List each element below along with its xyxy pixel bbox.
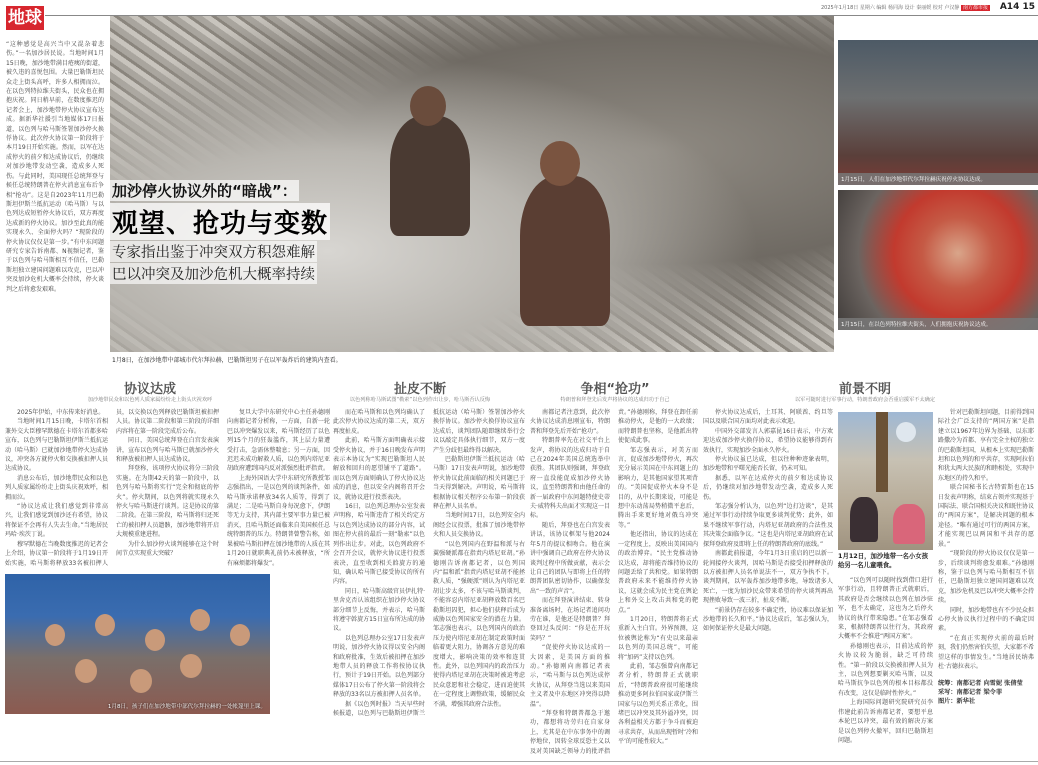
paragraph: 特朗普率先在社交平台上发声，将协议的达成归功于自己在2024年美国总统选举中获胜。其团队则强调，拜登政府一直没能促成加沙停火协议，直至特朗普和由他任命的新一届政府中东问题特使史蒂夫·威特科夫出面才实现这一目标。 (530, 437, 610, 520)
paragraph: 邹志强表示，对美方而言，促成加沙地带停火，再次充分展示美国在中东问题上的影响力，是其他国家望其项背的。“美国促成停火本身不是目的，从中长期来说，可能是想中东动荡局势稍微平息后，腾出手来更好地对俄乌冲突等。” (618, 446, 698, 529)
paragraph: 拜登称，该项停火协议将分三阶段实施。在为期42天的第一阶段中，以色列与哈马斯将实行“完全和彻底的停火”。停火期间，以色列将就实现永久停火与哈马斯进行谈判。这是协议的第二阶段。在第三阶段，哈马斯将归还死亡的被扣押人员遗骸，加沙地带将开启大规模重建进程。 (116, 465, 219, 539)
headline-subtitle-1: 专家指出鉴于冲突双方积怨难解 (110, 241, 317, 262)
paragraph: 同时，加沙地带也有不少民众担心停火协议执行过程中的不确定因素。 (938, 606, 1035, 633)
paragraph: 同日，哈马斯高级官员伊扎特·里舍克否认该组织在加沙停火协议部分细节上反悔，并表示，哈马斯将遵守斡旋方15日宣布所达成的协议。 (333, 587, 425, 633)
paragraph: 巴勒斯坦伊斯兰抵抗运动（哈马斯）17日发表声明说，加沙地带停火协议此前面临的相关问题已于当天得到解决。声明说，哈马斯将根据协议相关程序公布第一阶段获释在押人员名单。 (433, 456, 525, 511)
paragraph: 以色列总理办公室17日发表声明说，加沙停火协议得以安全内阁和政府批准，生效后被扣押在加沙地带人员的释放工作将按协议执行，预计于19日开始。以色列部分媒体17日公布了停火第一阶段将会释放的33名以方被扣押人员名单。 (333, 634, 425, 699)
section-4-middle (838, 412, 933, 745)
section-body-4a (703, 408, 833, 634)
paragraph: 上海国际问题研究院研究员李伟建此前告诉南都记者，要想平息本轮巴以冲突，最有效的解决方案是以色列停火撤军，回归巴勒斯坦问题。 (838, 699, 933, 744)
paragraph: 而在拜登演讲结束、转身准备离场时，在场记者追问功劳在谁，是他还是特朗普？拜登回过头反问：“你是在开玩笑吗？” (530, 597, 610, 642)
child-head (180, 654, 202, 678)
classroom-photo (5, 574, 270, 714)
child-head (75, 659, 97, 683)
paragraph: “现阶段的停火协议仅仅是第一步，后续谈判将愈发艰难。”孙德刚称，鉴于以色列与哈马斯相互不信任，巴勒斯坦独立建国问题难以攻克，加沙危机及巴以冲突大概率会持续。 (938, 550, 1035, 605)
section-title: 协议达成 (123, 382, 176, 397)
paragraph: 当地时间1月15日晚，卡塔尔首相兼外交大臣穆罕默德在卡塔尔首都多哈宣布，以色列与巴勒斯坦伊斯兰抵抗运动（哈马斯）已就加沙地带停火达成协议，冲突各方就停火和交换被扣押人员达成协议。 (5, 418, 108, 473)
child-head (145, 629, 165, 651)
paragraph: 此前，邹志强曾向南都记者分析，特朗普正式就职后，“特朗普政府很可能继续推动更多阿拉伯国家或伊斯兰国家与以色列关系正常化，围堵巴以冲突及其外溢冲突，因各利益相关方都于争斗而被迫寻求共存，从而出现暂时‘冷和平’的可能性较大。” (618, 662, 698, 746)
child-head (130, 669, 152, 693)
section-1 (5, 408, 330, 714)
children-photo (838, 412, 933, 550)
section-title: 前景不明 (838, 382, 891, 397)
header-info (821, 4, 990, 11)
section-4-right (938, 408, 1034, 706)
section-subtitle: 以军可随时进行军事行动，特朗普政府会否重启援军不太确定 (794, 397, 936, 403)
paragraph: 停火协议达成后，土耳其、阿联酋、约旦等国以及联合国方面均对此表示欢迎。 (703, 409, 833, 426)
headline-subtitle-2: 巴以冲突及加沙危机大概率持续 (110, 263, 317, 284)
child-figure (893, 504, 925, 544)
man-head-2 (540, 141, 580, 186)
paragraph: 消息公布后，加沙地带民众和以色列人质家属纷纷走上街头庆祝欢呼，相拥而泣。 (5, 474, 108, 501)
credit-line: 采写：南都记者 梁令菲 (938, 689, 1003, 697)
paragraph: 据《以色列时报》当天早些时候报道，以色列与巴勒斯坦伊斯兰抵抗运动（哈马斯）签署加沙停火换俘协议。加沙停火换俘协议宣布达成后，谈判团队随即继续举行会议以敲定具体执行细节，双方一度产生分歧但最终得以解决。 (333, 409, 525, 717)
paragraph: 南都此前报道，今年1月3日重启的巴以新一轮间接停火谈判，因哈马斯是否接受扣押释放的以方被扣押人员名单说法不一，双方争执不下。谈判期间，以军轰炸加沙地带多地，导致诸多人死亡，一度为加沙民众带来希望的停火谈判再出现挫败导致一波三折，扯皮不断。 (703, 550, 833, 605)
paragraph: “以色列可以随时找到借口进行军事行动，且特朗普正式就职后，其政府是否会继续以色列在加沙驻军，也不太确定，这也为之后停火协议的执行带来隐患。”在邹志强看来，根据特朗普以往行为，其政府大概率不会推进“两国方案”。 (838, 577, 933, 641)
section-header-3 (532, 382, 698, 404)
paragraph: 同日，美国总统拜登在白宫发表演讲，宣布以色列与哈马斯已就加沙停火和释放被扣押人员达成协议。 (116, 437, 219, 464)
section-body-2 (333, 408, 525, 718)
children-photo-caption: 1月12日，加沙地带一名小女孩给另一名儿童喂食。 (838, 552, 929, 569)
paragraph: 随后，拜登也在白宫发表讲话，该协议框架与他2024年5月的提议相吻合。他在演讲中强调自己政府在停火协议谈判过程中所做贡献，表示会让自己的团队与即将上任的特朗普团队密切协作，以确保发出“一致的声音”。 (530, 521, 610, 595)
paragraph: 针对巴勒斯坦问题，目前得到国际社会广泛支持的“两国方案”是指建立以1967年边界为基础、以东耶路撒冷为首都、享有完全主权的独立的巴勒斯坦国，从根本上实现巴勒斯坦和以色列的和平共存，实现阿拉伯和犹太两大民族的和睦相处，实现中东地区的持久和平。 (938, 409, 1035, 482)
paper-badge: 南方都市报 (962, 5, 988, 11)
paragraph: 复旦大学中东研究中心主任孙德刚向南都记者分析称，一方面，自新一轮巴以冲突爆发以来，哈马斯经历了以色列15个月的狂轰滥炸，其上层力量遭受打击，急需休整喘息；另一方面，因迟迟未成功解救人质，以色列内塔尼亚胡政府遭到国内反对派强烈批评指责。 (227, 409, 330, 473)
paragraph: 1月20日，特朗普将正式重新入主白宫。外界预测，这位被舆论称为“有史以来最亲以色列的美国总统”，可能将“加码”支持以色列。 (618, 615, 698, 661)
credits (938, 679, 1034, 706)
section-body-3 (530, 408, 698, 756)
paragraph: 16日，以色列总理办公室发表声明称，哈马斯违背了相关约定方与以色列达成协议的部分内容，试图在停火前的最后一刻“勒索”以色列作出让步。对此，以色列政府不会召开会议，就停火协议进行投票表决，直至收到相关斡旋方的通知，确认哈马斯已接受协议的所有内容。 (333, 503, 425, 586)
section-body-4c (938, 408, 1034, 671)
paragraph: “拜登和特朗普都急于邀功，都想将功劳归在自家身上，尤其是在中东事务中的调停地位，因转全球反恐主义以及对美国缺乏领导力的批评指责。”孙德刚称，拜登在卸任前推动停火，是他的一大政绩；而特朗普也坚称，是他派出特使促成此事。 (530, 409, 698, 755)
paragraph: “在真正实现停火前的最后时刻，我们仍然害怕失望，大家都不希望这样的事情发生。”当地居民纳弗杜·古德拉表示。 (938, 634, 1035, 670)
classroom-photo-caption: 1月8日，孩子们在加沙地带中部代尔拜拉赫的一处帐篷里上课。 (107, 703, 266, 710)
paragraph: “促使停火协议达成的一大因素，是美国方面的推动。”孙德刚向南都记者表示，“哈马斯与以色列达成停火协议，从拜登当选以来美国主义者及中东地区冲突得以降温”。 (530, 644, 610, 708)
page-number: A14 15 (999, 2, 1035, 12)
section-body-1 (5, 408, 330, 568)
edition-info: 2025年1月18日 星期六 编辑 杨同海 设计 秦丽媛 校对 卢汉静 (820, 5, 960, 11)
paragraph: 据悉，以军在达成停火的前夕和达成协议后，仍继续对加沙地带发动空袭，造成多人死伤。 (703, 474, 833, 501)
paragraph: 穆罕默德在当晚数度推迟的记者会上介绍，协议第一阶段将于1月19日开始实施，哈马斯将释放33名被扣押人员，以交换以色列释放巴勒斯坦被扣押人员。协议第二阶段和第三阶段的详细内容将在第一阶段完成后公布。 (5, 409, 219, 567)
paragraph: 当地时间17日，以色列安全内阁经会议投票，批准了加沙地带停火和人员交换协议。 (433, 512, 525, 539)
child-head (230, 624, 250, 646)
section-subtitle: 加沙地带民众和以色列人质家属纷纷走上街头庆祝欢呼 (87, 397, 213, 403)
man-figure-1 (390, 116, 470, 236)
section-header-2 (310, 382, 530, 404)
paragraph: 2025年伊始，中东传来好消息。 (17, 409, 105, 416)
credit-line: 图片：新华社 (938, 698, 976, 706)
hug-photo-caption: 1月15日，在以色列特拉维夫街头，人们拥抱庆祝协议达成。 (838, 318, 1038, 330)
girl-figure (850, 497, 878, 542)
paragraph: 此前，哈马斯方面明确表示接受停火协议，并于16日晚发布声明表示本协议为“实现巴勒斯坦人民解放和回归的愿望铺平了道路”。而以色列方面则确认了停火协议达成的消息，但以安全内阁将召开会议，就协议进行投票表决。 (333, 437, 425, 501)
paragraph: 他还指出，协议的达成在一定程度上，反映出美国国内的政治博弈。“民主党推动协议达成，却将能否维持协议的问题丢给了共和党。如果特朗普政府未来不能维持停火协议，这就会成为民主党在舆论上和外交上攻击共和党的靶点。” (618, 531, 698, 614)
paragraph: 孙德刚也表示，目前达成的停火协议较为脆弱，缺乏可持续性。“第一阶段以交换被扣押人员为主，以色列想要剿灭哈马斯，以及哈马斯抗争以色列的根本目标都没有改变，这仅是临时性停火。” (838, 642, 933, 697)
main-photo-caption: 1月8日，在加沙地带中部城市代尔拜拉赫，巴勒斯坦男子在以军轰炸后的建筑内查看。 (112, 357, 342, 364)
crowd-photo-caption: 1月15日，人们在加沙地带代尔拜拉赫庆祝停火协议达成。 (838, 173, 1038, 185)
section-logo: 地球 (8, 8, 42, 28)
man-figure-2 (520, 176, 610, 326)
paragraph: 为什么加沙停火谈判能够在这个时间节点实现重大突破？ (116, 540, 219, 558)
section-body-4b (838, 576, 933, 745)
paragraph: 邹志强分析认为，以色列“边打边谈”，是其通过军事行动持续争取更多谈判优势；此外，如果不继续军事行动，内塔尼亚胡政府的合法性及其决策会面临争议。“这也是内塔尼亚胡政府在试探拜登政府及即将上任的特朗普政府的底线。” (703, 503, 833, 548)
section-title: 扯皮不断 (393, 382, 446, 397)
child-head (95, 614, 115, 636)
headline-block (110, 180, 350, 284)
tree-trunk (876, 412, 888, 492)
hug-photo (838, 190, 1038, 330)
paragraph: “协议达成让我们感觉到非常高兴，让我们感觉到加沙还有希望，协议将保证不会再有人失去生命。”当地居民玛哈·埃茨丁说。 (5, 503, 108, 539)
paragraph: 联合国秘书长古特雷斯也在15日发表声明称，结束占领并实现基于国际法、联合国相关决议和既往协议的“两国方案”，是解决问题的根本途径。“唯有通过可行的两国方案，才能实现巴以两国和平共存的愿景。” (938, 484, 1035, 548)
section-header-1 (0, 382, 300, 404)
paragraph: 停火协议虽已达成，但以往种种迹象表明，加沙地带和平曙光能否长留，仍未可知。 (703, 456, 833, 473)
mosque-dome (896, 422, 916, 442)
intro-text: “这种感觉是高兴当中又混杂着悲伤。”一名加沙居民说。当地时间1月15日晚，加沙地带满目疮痍的街道，被久违的喜悦包围。大量巴勒斯坦民众走上街头高呼，许多人相拥而泣。在以色列特拉维夫街头，民众也在拥抱庆祝。同日稍早前，在数度推迟的记者会上，加沙地带停火协议宣布达成。据新华社援引当地媒体17日报道，以色列与哈马斯签署加沙停火换俘协议。此次停火协议第一阶段将于本月19日开始实施。然而，以军在达成停火的前夕和达成协议后，仍继续对加沙地带发动空袭，造成多人死伤。与此同时，美国现任总统拜登与候任总统特朗普在停火消息宣布后争相“抢功”。这是自2023年11月巴勒斯坦伊斯兰抵抗运动（哈马斯）与以色列达成短暂停火协议后，双方再度达成新的停火协议。加沙至此真的能实现永久、全面停火吗？“现阶段的停火协议仅仅是第一步。”有中东问题研究专家告诉南都、N视频记者，鉴于以色列与哈马斯相互不信任，巴勒斯坦独立建国问题难以攻克，巴以冲突及加沙危机大概率会持续，停火谈判之后将愈发艰难。 (6, 41, 104, 293)
paragraph: 中国外交部发言人郭嘉昆16日表示，中方欢迎达成加沙停火换俘协议，希望协议能够得到有效执行，实现加沙全面永久停火。 (703, 427, 833, 454)
headline-kicker: 加沙停火协议外的“暗战”： (112, 182, 297, 200)
paragraph: “以色列国内在野温和派与右翼强硬派都在指责内塔尼亚胡。”孙德刚告诉南都记者，以色列国内“温和派”指责内塔尼亚胡不能拯救人质，“强硬派”则认为内塔尼亚胡让步太多，不该与哈马斯谈判，不能容忍内塔尼亚胡释放数百名巴勒斯坦囚犯，担心他们获释后成为威胁以色列国家安全的潜在力量。邹志强也表示，以色列国内的政治压力使内塔尼亚胡在制定政策时面临着更大阻力，协调各方意见的难度增大，影响决策的效率和连贯性。此外，以色列国内的政治压力使得内塔尼亚胡在决策时被迫考虑民众意愿和社会稳定，进而迫使其在一定程度上调整政策，缓解民众不满，增强其政府合法性。 (433, 540, 525, 708)
section-header-4 (760, 382, 970, 404)
paragraph: “前景仍存在较多不确定性，协议难以保证加沙地带的长久和平。”协议达成后，邹志强认为，如何保证停火是最大问题。 (703, 606, 833, 633)
section-title: 争相“抢功” (580, 382, 650, 397)
man-head-1 (410, 86, 446, 126)
footer-rule (0, 761, 1038, 762)
child-head (190, 609, 210, 631)
paragraph: 南都记者注意到，此次停火协议达成消息刚宣布，特朗普和拜登先后开始“抢功”。 (530, 409, 610, 435)
credit-line: 统筹：南都记者 向雪妮 张倩莹 (938, 680, 1023, 688)
paragraph: 上海外国语大学中东研究所教授邹志强指出，一是以色列的谈判条件，如哈马斯承诺释放34名人质等，得到了满足；二是哈马斯自身每况愈下，伊朗等无力支持，其内部主要军事力量已被消灭，且哈马斯还面临来自美国候任总统特朗普的压力。特朗普曾警告称，如果被哈马斯扣押在加沙地带的人质在其1月20日就职典礼前仍未被释放，“所有麻烦都将爆发”。 (227, 474, 330, 567)
headline-title: 观望、抢功与变数 (110, 203, 330, 240)
section-subtitle: 特朗普和拜登先后发声将协议的达成归功于自己 (560, 397, 670, 403)
crowd-photo (838, 40, 1038, 185)
section-subtitle: 以色列称哈马斯试图“勒索”以色列作出让步，哈马斯否认反悔 (349, 397, 491, 403)
child-head (45, 624, 65, 646)
paragraph: 而在哈马斯和以色列均确认了此次停火协议达成的第二天，双方再度扯皮。 (333, 409, 425, 435)
